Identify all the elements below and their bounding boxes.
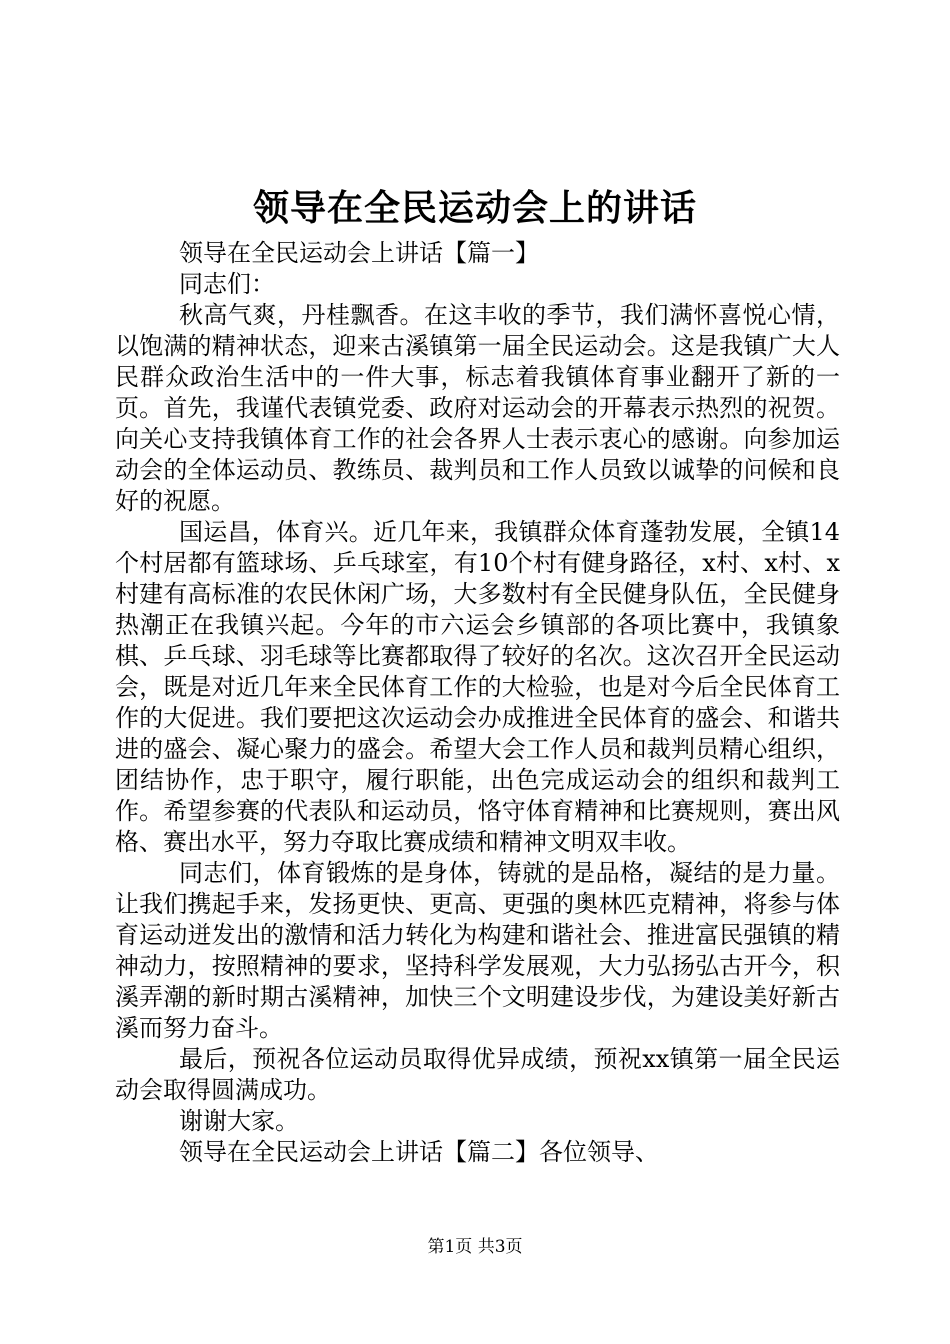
paragraph-call-to-action: 同志们，体育锻炼的是身体，铸就的是品格，凝结的是力量。让我们携起手来，发扬更快、更高、更强的奥林匹克精神，将参与体育运动迸发出的激情和活力转化为构建和谐社会、推进富民强镇的精神动力，按照精神的要求，坚持科学发展观，大力弘扬弘古开今，积溪弄潮的新时期古溪精神，加快三个文明建设步伐，为建设美好新古溪而努力奋斗。 (115, 859, 840, 1042)
paragraph-opening: 秋高气爽，丹桂飘香。在这丰收的季节，我们满怀喜悦心情，以饱满的精神状态，迎来古溪镇第一届全民运动会。这是我镇广大人民群众政治生活中的一件大事，标志着我镇体育事业翻开了新的一页。首先，我谨代表镇党委、政府对运动会的开幕表示热烈的祝贺。向关心支持我镇体育工作的社会各界人士表示衷心的感谢。向参加运动会的全体运动员、教练员、裁判员和工作人员致以诚挚的问候和良好的祝愿。 (115, 301, 840, 515)
paragraph-thanks: 谢谢大家。 (179, 1107, 299, 1135)
paragraph-wishes: 最后，预祝各位运动员取得优异成绩，预祝xx镇第一届全民运动会取得圆满成功。 (115, 1045, 840, 1104)
salutation: 同志们： (179, 270, 275, 298)
document-title: 领导在全民运动会上的讲话 (252, 187, 697, 229)
page-footer: 第1页 共3页 (427, 1237, 523, 1257)
document-body (115, 238, 840, 1168)
section-heading-2: 领导在全民运动会上讲话【篇二】各位领导、 (179, 1138, 659, 1166)
section-heading-1: 领导在全民运动会上讲话【篇一】 (179, 239, 539, 267)
paragraph-progress: 国运昌，体育兴。近几年来，我镇群众体育蓬勃发展，全镇14个村居都有篮球场、乒乓球室，有10个村有健身路径，x村、x村、x村建有高标准的农民休闲广场，大多数村有全民健身队伍，全民健身热潮正在我镇兴起。今年的市六运会乡镇部的各项比赛中，我镇象棋、乒乓球、羽毛球等比赛都取得了较好的名次。这次召开全民运动会，既是对近几年来全民体育工作的大检验，也是对今后全民体育工作的大促进。我们要把这次运动会办成推进全民体育的盛会、和谐共进的盛会、凝心聚力的盛会。希望大会工作人员和裁判员精心组织，团结协作，忠于职守，履行职能，出色完成运动会的组织和裁判工作。希望参赛的代表队和运动员，恪守体育精神和比赛规则，赛出风格、赛出水平，努力夺取比赛成绩和精神文明双丰收。 (115, 518, 840, 856)
